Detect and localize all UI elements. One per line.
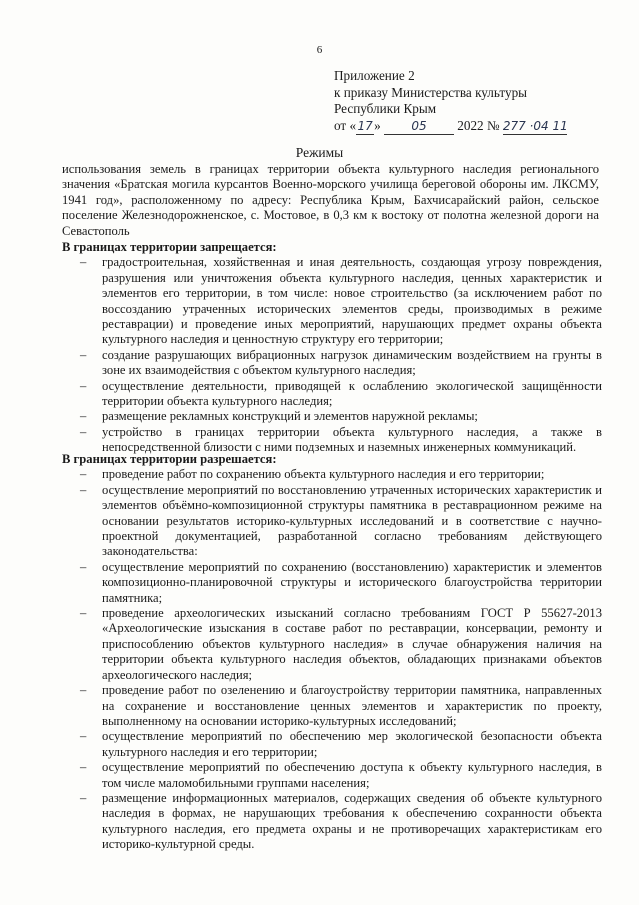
list-item-text: осуществление деятельности, приводящей к ослаблению экологической защищённости территории объекта культурного наследия; bbox=[102, 378, 602, 409]
list-item-text: осуществление мероприятий по обеспечению мер экологической безопасности объекта культурного наследия и его территории; bbox=[102, 729, 602, 759]
list-item-text: осуществление мероприятий по восстановлению утраченных исторических характеристик и элементов объёмно-композиционной структуры памятника в реставрационном режиме на основании результатов историко-культурных исследований и в соответствие с научно-проектной документацией, разработанной согласно требованиям действующего законодательства: bbox=[102, 482, 602, 559]
list-item-text: устройство в границах территории объекта культурного наследия, а также в непосредственной близости с ними подземных и наземных инженерных коммуникаций. bbox=[102, 424, 602, 455]
list-item bbox=[62, 791, 602, 853]
list-item bbox=[62, 606, 602, 683]
list-item-text: создание разрушающих вибрационных нагрузок динамическим воздействием на грунты в зоне их взаимодействия с объектом культурного наследия; bbox=[102, 347, 602, 378]
appendix-title: Приложение 2 bbox=[334, 68, 415, 83]
list-item-text: осуществление мероприятий по сохранению (восстановлению) характеристик и элементов композиционно-планировочной структуры и исторического благоустройства территории памятника; bbox=[102, 559, 602, 605]
list-item-text: размещение информационных материалов, содержащих сведения об объекте культурного наследия в формах, не нарушающих требования к обеспечению сохранности объекта культурного наследия, его предмета охраны и не противоречащих характеристикам его историко-культурной среды. bbox=[102, 790, 602, 852]
dash-marker: – bbox=[80, 378, 87, 393]
date-month: 05 bbox=[384, 118, 454, 136]
list-item bbox=[62, 255, 602, 347]
list-item bbox=[62, 760, 602, 791]
allowed-list bbox=[62, 467, 602, 852]
date-prefix: от « bbox=[334, 117, 357, 133]
dash-marker: – bbox=[80, 606, 87, 621]
appendix-date-line bbox=[334, 118, 567, 136]
document-heading: Режимы bbox=[295, 145, 344, 160]
dash-marker: – bbox=[80, 255, 87, 270]
dash-marker: – bbox=[80, 729, 87, 744]
list-item bbox=[62, 683, 602, 729]
list-item bbox=[62, 409, 602, 424]
allowed-title: В границах территории разрешается: bbox=[62, 452, 277, 466]
list-item-text: размещение рекламных конструкций и элементов наружной рекламы; bbox=[102, 409, 478, 424]
list-item bbox=[62, 483, 602, 560]
dash-marker: – bbox=[80, 683, 87, 698]
list-item bbox=[62, 560, 602, 606]
page-number: 6 bbox=[316, 44, 323, 56]
date-year: 2022 № bbox=[457, 117, 500, 133]
list-item-text: проведение работ по сохранению объекта культурного наследия и его территории; bbox=[102, 467, 545, 482]
prohibited-title: В границах территории запрещается: bbox=[62, 240, 277, 254]
list-item-text: проведение работ по озеленению и благоустройству территории памятника, направленных на сохранение и восстановление ценных элементов и характеристик по проекту, выполненному на основании историко-культурных исследований; bbox=[102, 683, 602, 728]
order-number: 277 ·04 11 bbox=[503, 118, 567, 136]
appendix-order-ref: к приказу Министерства культуры bbox=[334, 84, 528, 100]
list-item bbox=[62, 729, 602, 760]
intro-paragraph: использования земель в границах территории объекта культурного наследия регионального значения «Братская могила курсантов Военно-морского училища береговой обороны им. ЛКСМУ, 1941 год», расположенному по адресу: Республика Крым, Бахчисарайский район, сельское поселение Железнодорожненское, с. Мостовое, в 0,3 км к востоку от полотна железной дороги на Севастополь bbox=[62, 162, 599, 238]
list-item bbox=[62, 467, 602, 482]
allowed-section bbox=[62, 452, 602, 853]
dash-marker: – bbox=[80, 790, 87, 805]
prohibited-list bbox=[62, 255, 602, 455]
list-item-text: проведение археологических изысканий согласно требованиям ГОСТ Р 55627-2013 «Археологические изыскания в составе работ по реставрации, консервации, ремонту и приспособлению объектов культурного наследия» в случае обнаружения наличия на территории объекта культурного наследия объектов, обладающих признаками объектов археологического наследия; bbox=[102, 606, 602, 682]
list-item bbox=[62, 348, 602, 379]
prohibited-section bbox=[62, 240, 602, 456]
list-item bbox=[62, 379, 602, 410]
dash-marker: – bbox=[80, 482, 87, 497]
dash-marker: – bbox=[80, 559, 87, 574]
dash-marker: – bbox=[80, 409, 87, 424]
date-day: 17 bbox=[356, 118, 374, 136]
date-mid: » bbox=[374, 117, 384, 133]
appendix-header bbox=[334, 68, 567, 135]
appendix-republic: Республики Крым bbox=[334, 101, 437, 116]
dash-marker: – bbox=[80, 760, 87, 775]
dash-marker: – bbox=[80, 347, 87, 362]
dash-marker: – bbox=[80, 424, 87, 439]
list-item-text: градостроительная, хозяйственная и иная деятельность, создающая угрозу повреждения, разрушения или уничтожения объекта культурного наследия, ценных характеристик и элементов его территории, в том числе: новое строительство (за исключением работ по воссозданию утраченных исторических элементов среды, производимых в режиме реставрации) и проведение иных мероприятий, нарушающих предмет охраны объекта культурного наследия и ценностную структуру его территории; bbox=[102, 255, 602, 347]
dash-marker: – bbox=[80, 467, 87, 482]
list-item-text: осуществление мероприятий по обеспечению доступа к объекту культурного наследия, в том числе маломобильными группами населения; bbox=[102, 760, 602, 790]
